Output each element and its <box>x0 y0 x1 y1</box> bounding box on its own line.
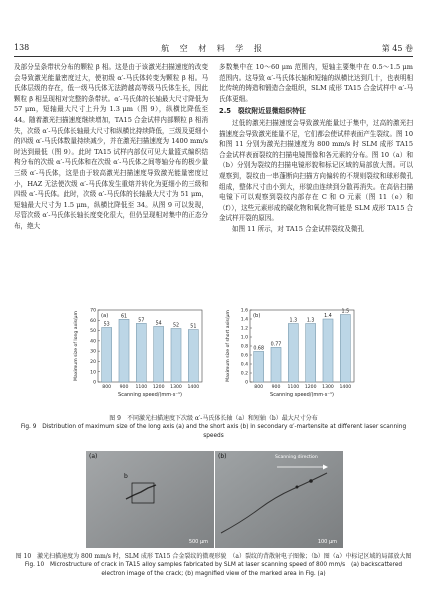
left-paragraph: 及部分呈条带状分布的颗粒 β 相。这是由于该激光扫描速度的改变会导致激光能量密度过大，使初级 α′-马氏体转变为颗粒 β 相。马氏体层级的存在，低一级马氏体无法跨越高等级马氏体生长，因此颗粒 β 相呈现相对完整的条带状。α′-马氏体的长轴最大尺寸降低为 57 μm，短轴最大尺寸上升为 1.3 μm（图 9），纵横比降低至 44。随着激光扫描速度继续增加，TA15 合金试样内部颗粒 β 相消失，次级 α′-马氏体长轴最大尺寸和纵横比持续降低，三级及更细小的四级 α′-马氏体数量持续减少，并在激光扫描速度为 1400 mm/s 时达到最低（图 9）。此时 TA15 试样内部仅可见大量篮式编织结构分布的次级 α′-马氏体和在次级 α′-马氏体之间等轴分布的极少量三级 α′-马氏体，这是由于较高激光扫描速度导致激光能量密度过小，HAZ 无法使次级 α′-马氏体发生重熔并转化为更细小的三级和四级 α′-马氏体。此时，次级 α′-马氏体的长轴最大尺寸为 51 μm，短轴最大尺寸为 1.5 μm，纵横比降低至 34。从图 9 可以发现，尽管次级 α′-马氏体长轴长度变化很大，但仍呈现相对集中的正态分布，绝大 <box>14 63 208 230</box>
scale-bar-b: 100 μm <box>317 539 337 545</box>
y-axis-label: Maximum size of short axis/μm <box>226 310 231 382</box>
y-tick-label: 0.8 <box>240 344 248 350</box>
panel-label: (b) <box>253 313 261 319</box>
marked-region-label: b <box>124 473 128 480</box>
fig9-caption-cn: 图 9 不同激光扫描速度下次级 α′-马氏体长轴（a）和短轴（b）最大尺寸分布 <box>109 415 318 422</box>
x-axis-label: Scanning speed/(mm·s⁻¹) <box>118 392 182 398</box>
fig10-caption-en: Fig. 10 Microstructure of crack in TA15 alloy samples fabricated by SLM at laser scanning speed of 800 mm/s (a) backscattered electron image of the crack; (b) magnified view of the marked area in Fig. (a) <box>24 562 403 577</box>
fig9-caption-en: Fig. 9 Distribution of maximum size of the long axis (a) and the short axis (b) in secondary α′-martensite at different laser scanning speeds <box>20 424 407 439</box>
right-column <box>219 62 413 235</box>
data-label: 1.4 <box>324 314 332 320</box>
fig10-image-a <box>86 451 214 548</box>
header-rule <box>14 56 413 57</box>
y-tick-label: 60 <box>90 318 96 324</box>
bar <box>171 329 181 382</box>
bar <box>306 324 316 383</box>
y-tick-label: 0.4 <box>240 362 248 368</box>
data-label: 51 <box>190 324 197 330</box>
y-tick-label: 1.0 <box>240 335 248 341</box>
data-label: 53 <box>103 322 110 328</box>
right-paragraph-3: 如图 11 所示，对 TA15 合金试样裂纹及微孔 <box>232 224 364 233</box>
y-tick-label: 0.2 <box>240 371 248 377</box>
data-label: 1.5 <box>341 309 350 315</box>
y-tick-label: 1.4 <box>240 317 248 323</box>
y-tick-label: 30 <box>90 349 96 355</box>
x-tick-label: 1300 <box>170 385 182 390</box>
data-label: 61 <box>120 314 128 320</box>
y-tick-label: 1.6 <box>240 308 248 314</box>
scale-bar-a: 500 μm <box>188 539 208 545</box>
plot-frame <box>250 310 354 382</box>
data-label: 1.3 <box>289 318 298 324</box>
y-tick-label: 0 <box>93 380 96 386</box>
x-tick-label: 1300 <box>322 385 334 390</box>
x-tick-label: 900 <box>119 385 129 390</box>
panel-label-b: (b) <box>218 453 227 460</box>
volume-label: 第 45 卷 <box>381 44 413 53</box>
fig9-caption <box>14 414 413 441</box>
panel-label-a: (a) <box>89 453 98 460</box>
bar <box>340 315 350 383</box>
x-tick-label: 800 <box>102 385 112 390</box>
fig10-image-b <box>215 451 343 548</box>
data-label: 54 <box>155 321 162 327</box>
scan-direction-label: Scanning direction <box>275 455 318 460</box>
right-paragraph-2: 过低的激光扫描速度会导致激光能量过于集中，过高的激光扫描速度会导致激光能量不足，它们都会使试样表面产生裂纹。图 10 和图 11 分别为激光扫描速度为 800 mm/s 时 SLM 成形 TA15 合金试样表面裂纹的扫描电镜图像和各元素的分布。图 10（a）和（b）分别为裂纹的扫描电镜形貌和标记区域的局部放大图。可以观察到，裂纹由一串蓬断向扫描方向偏转的不规则裂纹和球形微孔组成，整体尺寸由小到大，形貌由连续到分散再消失。在高倍扫描电镜下可以观察到裂纹内部存在 C 和 O 元素（图 11（e）和（f）），这些元素形成的碳化物和氧化物可能是 SLM 成形 TA15 合金试样开裂的原因。 <box>219 118 413 223</box>
bar <box>188 330 198 382</box>
page-number: 138 <box>14 43 30 52</box>
x-tick-label: 1200 <box>304 385 317 390</box>
x-tick-label: 1100 <box>287 385 300 390</box>
fig10-caption-cn: 图 10 激光扫描速度为 800 mm/s 时，SLM 成形 TA15 合金裂纹的微观形貌 （a）裂纹的背散射电子图像；（b）图（a）中标记区域的局部放大图 <box>15 553 412 560</box>
x-tick-label: 1400 <box>187 385 200 390</box>
left-column <box>14 62 208 232</box>
fig9-chart-a <box>70 304 210 412</box>
fig9-chart-b <box>222 304 362 412</box>
right-paragraph-1: 多数集中在 10～60 μm 范围内，短轴主要集中在 0.5～1.5 μm 范围内。这导致 α′-马氏体长轴和短轴的纵横比达到几十，也表明相比传统的铸造和锻造合金组织，SLM 成形 TA15 合金试样中 α′-马氏体更细。 <box>219 63 413 103</box>
running-header <box>14 43 413 55</box>
bar <box>288 324 298 383</box>
data-label: 52 <box>172 323 180 329</box>
bar <box>323 319 333 382</box>
x-axis-label: Scanning speed/(mm·s⁻¹) <box>270 392 334 398</box>
y-axis-label: Maximum size of long axis/μm <box>74 311 79 381</box>
panel-label: (a) <box>101 313 109 319</box>
plot-frame <box>98 310 202 382</box>
bar <box>271 347 281 382</box>
y-tick-label: 0.6 <box>240 353 248 359</box>
bar <box>154 326 164 382</box>
y-tick-label: 0 <box>245 380 248 386</box>
bar <box>119 319 129 382</box>
bar <box>102 327 112 382</box>
y-tick-label: 50 <box>90 329 96 335</box>
y-tick-label: 70 <box>90 308 96 314</box>
y-tick-label: 10 <box>90 370 96 376</box>
fig9-chart-b-svg <box>222 304 362 412</box>
data-label: 0.77 <box>270 342 282 348</box>
data-label: 0.68 <box>253 346 265 352</box>
x-tick-label: 900 <box>271 385 281 390</box>
x-tick-label: 1200 <box>152 385 165 390</box>
y-tick-label: 40 <box>90 339 96 345</box>
crack-micrograph-b <box>215 451 343 548</box>
data-label: 57 <box>138 318 145 324</box>
x-tick-label: 800 <box>254 385 264 390</box>
y-tick-label: 20 <box>90 360 96 366</box>
crack-micrograph-a <box>86 451 214 548</box>
y-tick-label: 1.2 <box>240 326 248 332</box>
fig9-chart-a-svg <box>70 304 210 412</box>
fig10-caption <box>14 552 413 579</box>
data-label: 1.3 <box>306 318 315 324</box>
journal-title: 航 空 材 料 学 报 <box>161 44 266 53</box>
x-tick-label: 1100 <box>135 385 148 390</box>
section-heading: 2.5 裂纹附近显微组织特征 <box>219 107 306 116</box>
bar <box>254 351 264 382</box>
x-tick-label: 1400 <box>339 385 352 390</box>
bar <box>136 323 146 382</box>
